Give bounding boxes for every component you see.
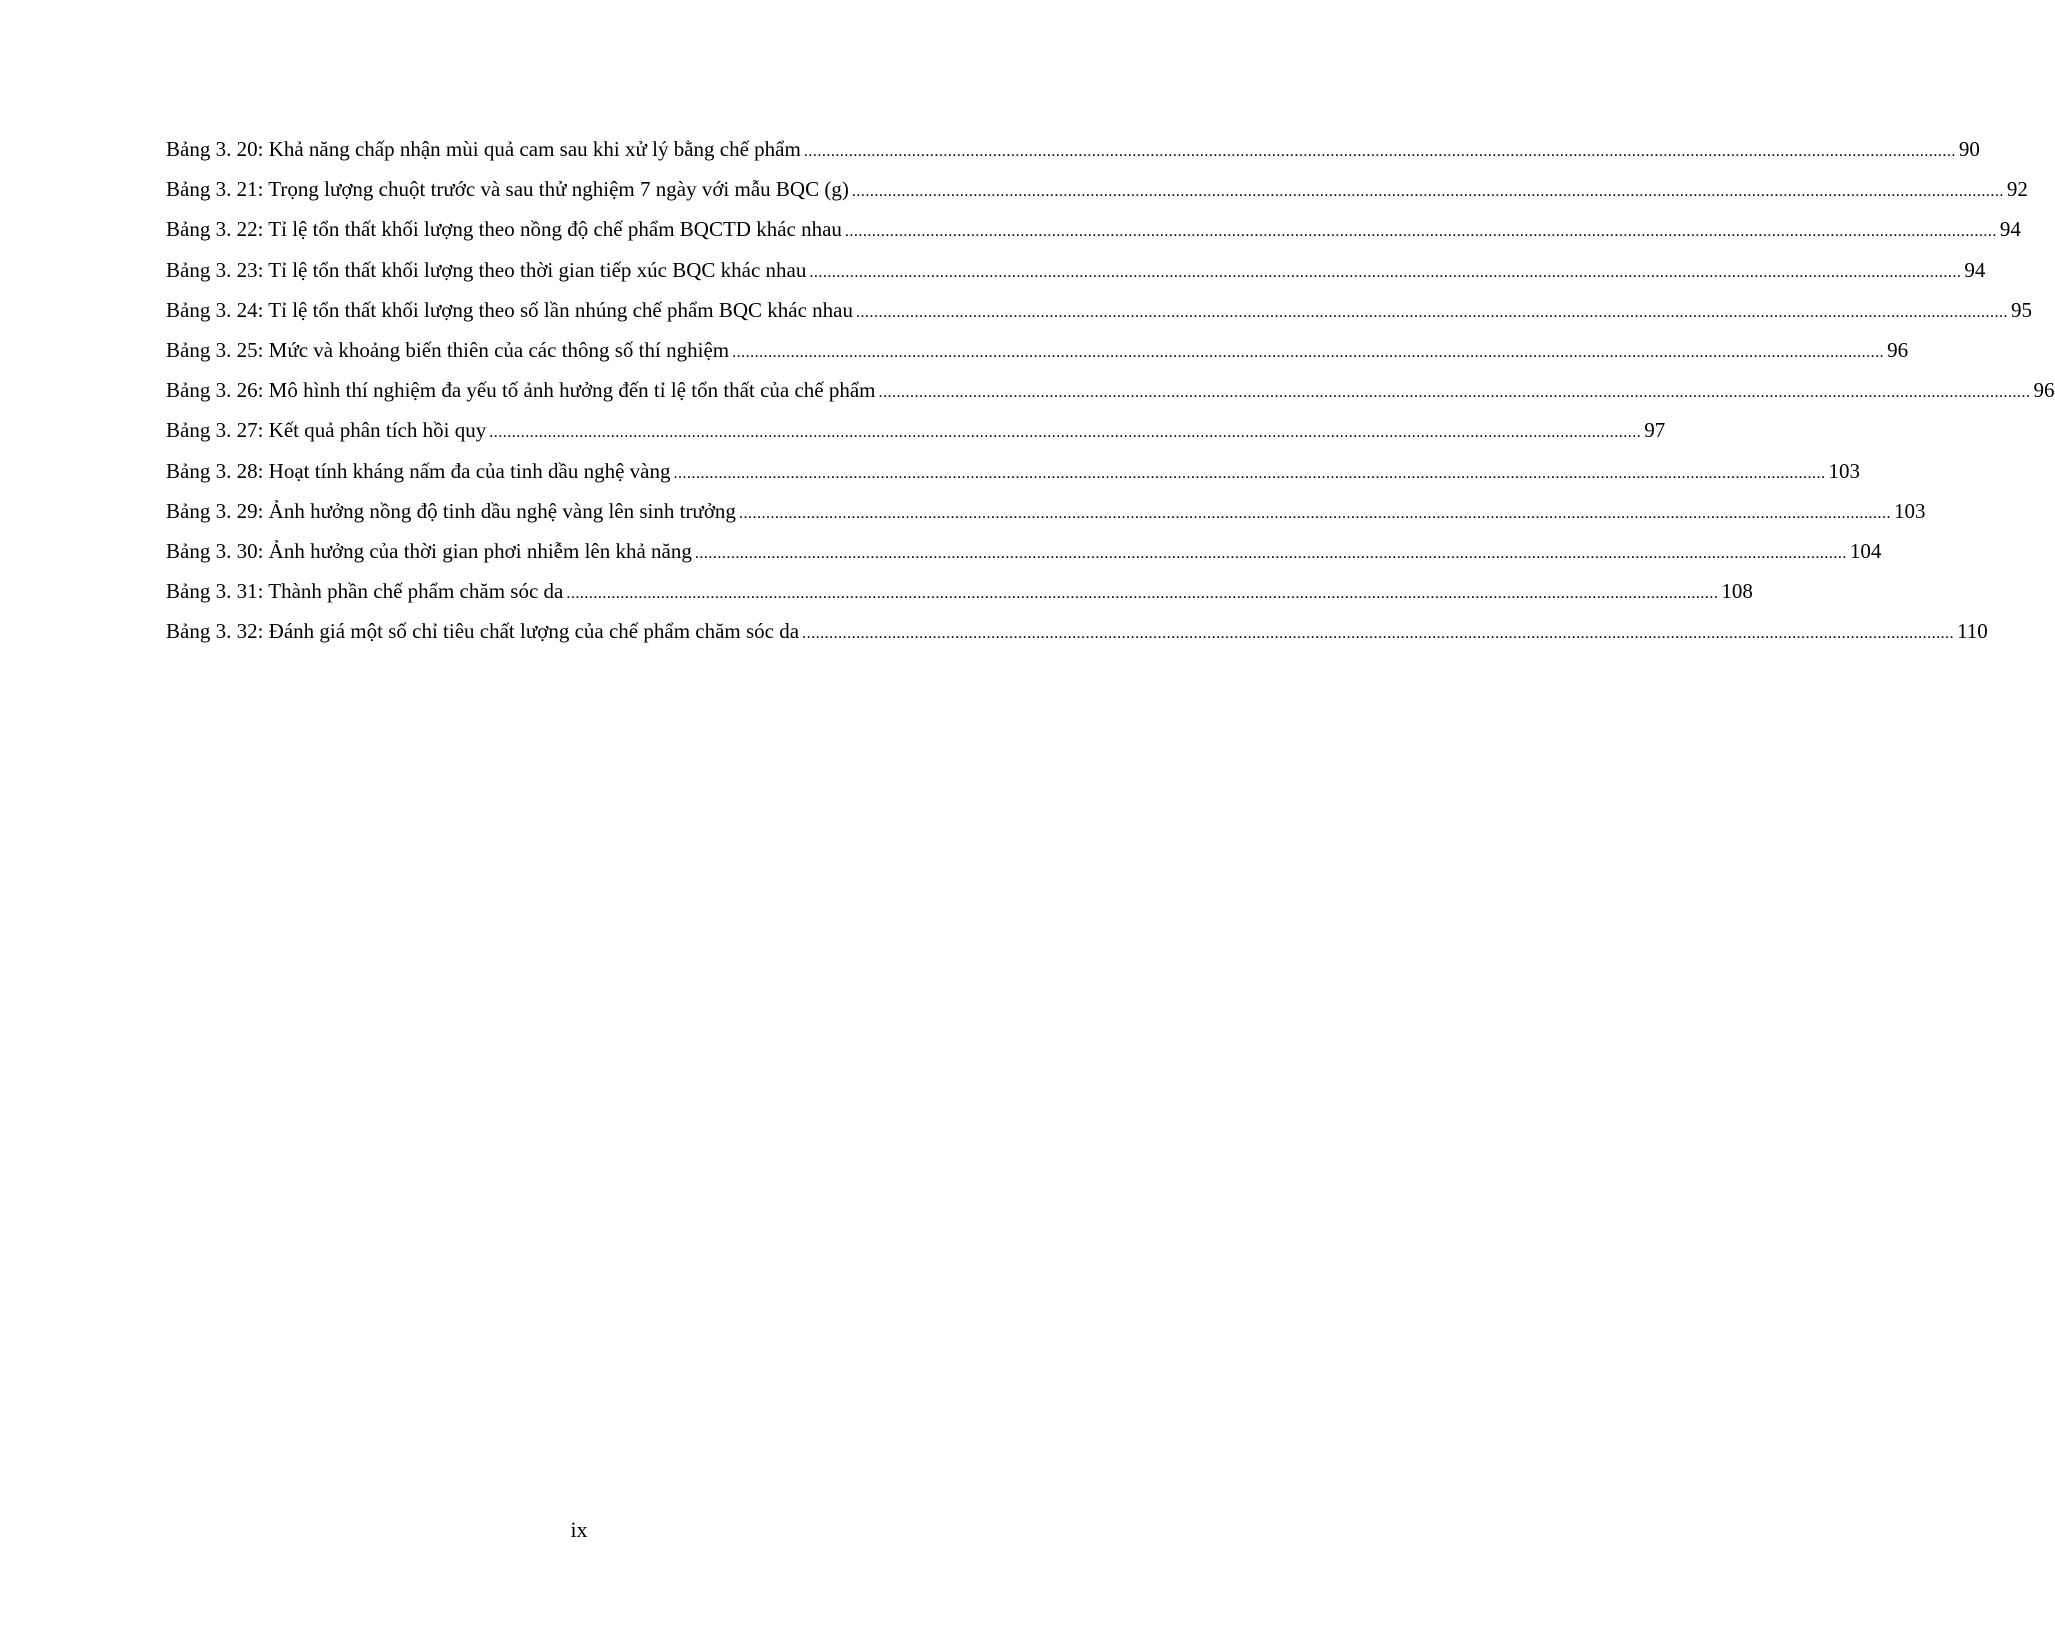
- toc-entry-3-28[interactable]: [166, 457, 1860, 497]
- toc-entry-3-20[interactable]: [166, 135, 1980, 175]
- toc-leader-dots: [802, 620, 1954, 648]
- table-list-of-tables: [166, 135, 2055, 657]
- toc-entry-3-26[interactable]: [166, 376, 2055, 416]
- toc-leader-dots: [879, 379, 2031, 407]
- toc-entry-title: Bảng 3. 24: Tỉ lệ tổn thất khối lượng theo số lần nhúng chế phẩm BQC khác nhau: [166, 297, 854, 322]
- toc-entry-page: 90: [1958, 137, 1980, 161]
- toc-entry-title: Bảng 3. 26: Mô hình thí nghiệm đa yếu tố ảnh hưởng đến tỉ lệ tổn thất của chế phẩm: [166, 378, 876, 403]
- toc-entry-page: 103: [1893, 498, 1926, 523]
- toc-entry-page: 103: [1828, 458, 1860, 483]
- toc-entry-3-25[interactable]: [166, 336, 1909, 376]
- toc-entry-title: Bảng 3. 21: Trọng lượng chuột trước và sau thử nghiệm 7 ngày với mẫu BQC (g): [166, 177, 849, 202]
- toc-entry-3-22[interactable]: [166, 215, 2021, 255]
- toc-entry-3-21[interactable]: [166, 175, 2028, 215]
- toc-leader-dots: [566, 580, 1718, 608]
- toc-leader-dots: [845, 218, 1997, 246]
- toc-entry-title: Bảng 3. 30: Ảnh hưởng của thời gian phơi nhiễm lên khả năng: [166, 538, 692, 563]
- toc-entry-page: 97: [1644, 418, 1666, 443]
- toc-entry-title: Bảng 3. 28: Hoạt tính kháng nấm đa của tinh dầu nghệ vàng: [166, 458, 671, 483]
- toc-entry-page: 104: [1849, 538, 1882, 563]
- toc-leader-dots: [804, 138, 1956, 166]
- toc-entry-title: Bảng 3. 23: Tỉ lệ tổn thất khối lượng theo thời gian tiếp xúc BQC khác nhau: [166, 257, 807, 282]
- toc-entry-3-27[interactable]: [166, 416, 1666, 456]
- toc-leader-dots: [739, 500, 1891, 528]
- toc-entry-page: 110: [1957, 619, 1988, 644]
- toc-entry-title: Bảng 3. 32: Đánh giá một số chỉ tiêu chất lượng của chế phẩm chăm sóc da: [166, 619, 800, 644]
- toc-leader-dots: [852, 178, 2004, 206]
- toc-leader-dots: [732, 339, 1884, 367]
- toc-entry-3-24[interactable]: [166, 296, 2033, 336]
- toc-entry-page: 92: [2006, 177, 2028, 202]
- toc-leader-dots: [809, 259, 1961, 287]
- toc-entry-title: Bảng 3. 31: Thành phần chế phẩm chăm sóc da: [166, 579, 564, 604]
- toc-entry-3-32[interactable]: [166, 617, 1988, 657]
- toc-entry-title: Bảng 3. 25: Mức và khoảng biến thiên của các thông số thí nghiệm: [166, 337, 730, 362]
- toc-leader-dots: [695, 540, 1847, 568]
- toc-entry-3-29[interactable]: [166, 497, 1926, 537]
- toc-entry-page: 96: [2033, 378, 2055, 403]
- toc-leader-dots: [673, 460, 1825, 488]
- toc-entry-3-31[interactable]: [166, 577, 1753, 617]
- toc-entry-3-23[interactable]: [166, 256, 1986, 296]
- toc-entry-page: 94: [1964, 257, 1986, 282]
- toc-entry-page: 94: [1999, 217, 2021, 242]
- toc-entry-title: Bảng 3. 20: Khả năng chấp nhận mùi quả cam sau khi xử lý bằng chế phẩm: [166, 137, 801, 161]
- toc-entry-3-30[interactable]: [166, 537, 1882, 577]
- toc-entry-title: Bảng 3. 29: Ảnh hưởng nồng độ tinh dầu nghệ vàng lên sinh trưởng: [166, 498, 736, 523]
- toc-leader-dots: [489, 419, 1641, 447]
- page-number: ix: [570, 1517, 588, 1542]
- toc-entry-title: Bảng 3. 22: Tỉ lệ tổn thất khối lượng theo nồng độ chế phẩm BQCTD khác nhau: [166, 217, 842, 242]
- toc-leader-dots: [856, 299, 2008, 327]
- toc-entry-page: 96: [1887, 337, 1909, 362]
- toc-entry-title: Bảng 3. 27: Kết quả phân tích hồi quy: [166, 418, 487, 443]
- toc-entry-page: 95: [2011, 297, 2033, 322]
- toc-entry-page: 108: [1721, 579, 1753, 604]
